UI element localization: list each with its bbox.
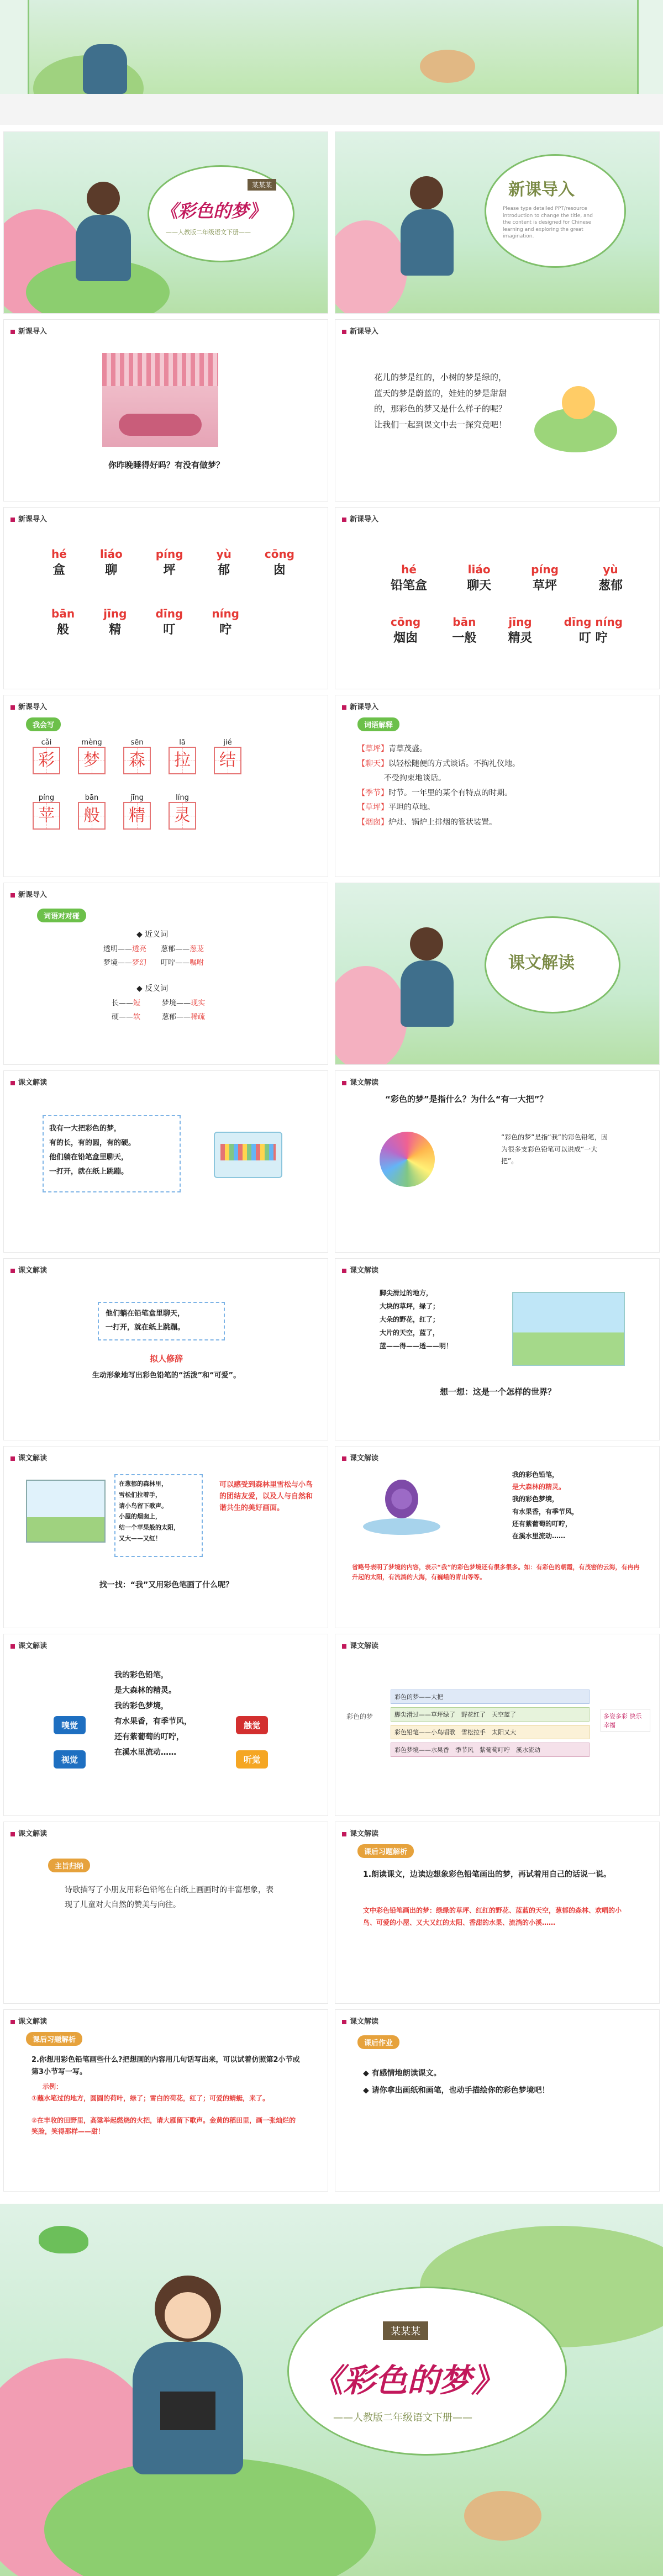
exercise-question: 2.你想用彩色铅笔画些什么?把想画的内容用几句话写出来，可以试着仿照第2小节或第3小节写一写。 <box>31 2056 300 2077</box>
slide-header: 课文解读 <box>10 1076 47 1087</box>
explain-item: 不受拘束地谈话。 <box>384 774 446 783</box>
explain-item: 【草坪】平坦的草地。 <box>357 803 435 812</box>
question-caption: 你昨晚睡得好吗？有没有做梦？ <box>108 460 224 470</box>
word-caoping: píng 草坪 <box>531 563 559 593</box>
explain-pill: 词语解释 <box>357 717 399 731</box>
homework-pill: 课后作业 <box>357 2035 399 2049</box>
slide-pinyin-chars <box>3 507 328 689</box>
char-yu: yù 郁 <box>216 547 231 577</box>
homework-list <box>363 2065 634 2099</box>
author-badge: 某某某 <box>248 179 276 191</box>
slide-header: 课文解读 <box>10 2015 47 2026</box>
tag-sight: 视觉 <box>54 1750 86 1769</box>
slide-personification <box>3 1258 328 1440</box>
explain-item: 【草坪】青草茂盛。 <box>357 745 427 753</box>
slide-header: 新课导入 <box>342 325 378 336</box>
author-badge: 某某某 <box>383 2321 428 2340</box>
slide-dream-question <box>3 319 328 502</box>
girl-illustration <box>77 11 127 94</box>
section-note: Please type detailed PPT/resource introduction to change the title, and the content is designed for Chinese learning and exploring the great imagination. <box>503 206 593 240</box>
slide-poem-1 <box>3 1070 328 1253</box>
poem-box: 他们躺在铅笔盒里聊天， 一打开，就在纸上跳蹦。 <box>98 1302 225 1340</box>
slide-exercise-1 <box>335 1822 660 2004</box>
char-ping: píng 坪 <box>155 547 183 577</box>
slide-header: 课文解读 <box>342 1640 378 1650</box>
grid-char-la: lā 拉 <box>164 738 201 774</box>
slide-reading-title <box>335 883 660 1065</box>
poem-note: 可以感受到森林里雪松与小鸟的团结友爱，以及人与自然和谐共生的美好画面。 <box>219 1481 313 1512</box>
exercise-pill: 课后习题解析 <box>26 2032 82 2046</box>
ellipsis-note: 省略号表明了梦境的内容，表示“我”的彩色梦境还有很多很多。如：有彩色的朝霞，有茂密的云海，有冉冉升起的太阳，有流淌的大海，有巍峨的青山等等。 <box>352 1564 640 1581</box>
char-row-1 <box>51 547 294 578</box>
slide-poem-question <box>335 1070 660 1253</box>
tag-touch: 触觉 <box>236 1716 268 1734</box>
slide-writing <box>3 695 328 877</box>
slide-cover <box>3 131 328 314</box>
slide-header: 新课导入 <box>10 513 47 524</box>
end-title: 《彩色的梦》 <box>311 2362 504 2399</box>
girl-illustration <box>396 927 457 1038</box>
char-cong: cōng 囱 <box>264 547 294 577</box>
slide-header: 课文解读 <box>342 1264 378 1275</box>
synonym-title: ◆ 近义词 <box>136 930 169 939</box>
title-card <box>485 154 626 268</box>
explain-list <box>357 742 634 830</box>
bird-illustration <box>39 2226 88 2253</box>
char-ning: níng 咛 <box>212 607 239 637</box>
grid-char-jie: jié 结 <box>209 738 246 774</box>
word-qianbihe: hé 铅笔盒 <box>391 563 428 593</box>
slide-header: 课文解读 <box>342 1828 378 1838</box>
theme-pill: 主旨归纳 <box>48 1859 90 1872</box>
slide-header: 课文解读 <box>10 1640 47 1650</box>
word-jingling: jīng 精灵 <box>508 615 533 645</box>
word-row-1 <box>391 563 623 593</box>
char-ding: dīng 叮 <box>155 607 183 637</box>
grid-char-sen: sēn 森 <box>119 738 155 774</box>
sleeping-girl-image <box>102 353 218 447</box>
title-card <box>148 165 294 262</box>
slide-word-pairs <box>3 883 328 1065</box>
end-subtitle: ——人教版二年级语文下册—— <box>333 2412 472 2424</box>
slide-poem-4 <box>335 1446 660 1628</box>
rabbit-illustration <box>464 2491 541 2541</box>
theme-text: 诗歌描写了小朋友用彩色铅笔在白纸上画画时的丰富想象，表现了儿童对大自然的赞美与向往。 <box>65 1886 273 1909</box>
slide-homework <box>335 2009 660 2192</box>
map-summary: 多姿多彩 快乐幸福 <box>601 1709 650 1732</box>
grid-char-ban: bān 般 <box>73 794 110 830</box>
word-yancong: cōng 烟囱 <box>391 615 421 645</box>
char-ban: bān 般 <box>51 607 75 637</box>
slide-poem-2 <box>335 1258 660 1440</box>
explain-item: 【烟囱】炉灶、锅炉上排烟的管状装置。 <box>357 817 497 827</box>
word-yiban: bān 一般 <box>452 615 477 645</box>
writing-pill: 我会写 <box>26 717 61 731</box>
slide-intro-text <box>335 319 660 502</box>
pencils-image <box>369 1126 451 1198</box>
slide-header: 新课导入 <box>10 701 47 711</box>
explain-item: 【聊天】以轻松随便的方式谈话。不拘礼仪地。 <box>357 759 520 768</box>
book-icon <box>160 2392 215 2430</box>
slide-structure-map <box>335 1634 660 1816</box>
word-congyu: yù 葱郁 <box>598 563 623 593</box>
slide-end-cover <box>0 2204 663 2576</box>
poem-box: 我有一大把彩色的梦， 有的长，有的圆，有的硬。 他们躺在铅笔盒里聊天， 一打开，就在纸上跳蹦。 <box>43 1115 181 1192</box>
intro-paragraph: 花儿的梦是红的，小树的梦是绿的，蓝天的梦是蔚蓝的，娃娃的梦是甜甜的，那彩色的梦又是什么样子的呢？让我们一起到课文中去一探究竟吧！ <box>374 372 507 430</box>
map-center: 彩色的梦 <box>346 1713 373 1720</box>
slide-header: 新课导入 <box>342 513 378 524</box>
char-jing: jīng 精 <box>103 607 127 637</box>
writing-row-2 <box>28 794 201 830</box>
slide-poem-3 <box>3 1446 328 1628</box>
girl-illustration <box>70 182 136 292</box>
slide-theme <box>3 1822 328 2004</box>
title-card <box>485 916 620 1013</box>
grid-char-cai: cǎi 彩 <box>28 738 65 774</box>
homework-item: ◆ 请你拿出画纸和画笔，也动手描绘你的彩色梦境吧！ <box>363 2086 550 2095</box>
slide-header: 课文解读 <box>10 1452 47 1463</box>
homework-item: ◆ 有感情地朗读课文。 <box>363 2069 441 2078</box>
slide-senses <box>3 1634 328 1816</box>
tag-hearing: 听觉 <box>236 1750 268 1769</box>
grid-char-ling: líng 灵 <box>164 794 201 830</box>
children-airplane-image <box>529 375 623 452</box>
map-rows: 彩色的梦——大把 脚尖滑过——草坪绿了 野花红了 天空蓝了 彩色铅笔——小鸟唱歌 雪松拉手 太阳又大 彩色梦境——水果香 季节风 紫葡萄叮咛 溪水流动 <box>391 1690 590 1757</box>
section-title: 新课导入 <box>508 180 575 199</box>
rhetoric-tip: 生动形象地写出彩色铅笔的“活泼”和“可爱”。 <box>92 1371 241 1380</box>
example-2: ②在丰收的田野里，高粱举起燃烧的火把，请大雁留下歌声。金黄的稻田里，画一张灿烂的笑脸，笑得那样——甜！ <box>31 2116 296 2136</box>
synonym-list: 透明——透亮 葱郁——葱茏 梦境——梦幻 叮咛——嘱咐 <box>103 945 204 967</box>
title-card <box>287 2287 567 2456</box>
cover-title: 《彩色的梦》 <box>160 200 267 221</box>
meadow-drawing-image <box>512 1292 625 1366</box>
rhetoric-label: 拟人修辞 <box>149 1354 183 1364</box>
slide-pinyin-words <box>335 507 660 689</box>
grid-char-ping: píng 苹 <box>28 794 65 830</box>
poem-lines: 我的彩色铅笔， 是大森林的精灵。 我的彩色梦境， 有水果香，有季节风， 还有紫葡萄的叮咛， 在溪水里流动…… <box>512 1471 579 1540</box>
pairs-pill: 词语对对碰 <box>37 909 86 922</box>
char-liao: liáo 聊 <box>99 547 123 577</box>
char-he: hé 盒 <box>51 547 67 577</box>
poem-lines: 脚尖滑过的地方， 大块的草坪，绿了； 大朵的野花，红了； 大片的天空，蓝了， 蓝——得——透——明！ <box>380 1289 453 1350</box>
word-row-2 <box>391 615 623 646</box>
slide-header: 新课导入 <box>10 889 47 899</box>
grid-char-meng: mèng 梦 <box>73 738 110 774</box>
cover-slide-top <box>0 0 663 125</box>
char-row-2 <box>51 607 239 637</box>
cover-subtitle: ——人教版二年级语文下册—— <box>166 229 251 236</box>
tag-smell: 嗅觉 <box>54 1716 86 1734</box>
word-dingning: dīng níng 叮 咛 <box>564 615 623 645</box>
grid-char-jing: jīng 精 <box>119 794 155 830</box>
slide-header: 新课导入 <box>342 701 378 711</box>
answer-text: “彩色的梦”是指“我”的彩色铅笔，因为很多支彩色铅笔可以说成“一大把”。 <box>501 1133 608 1165</box>
find-question: 找一找：“我”又用彩色笔画了什么呢？ <box>99 1581 234 1590</box>
poem-lines: 我的彩色铅笔， 是大森林的精灵。 我的彩色梦境， 有水果香，有季节风， 还有紫葡萄的叮咛， 在溪水里流动…… <box>114 1671 192 1757</box>
slide-header: 课文解读 <box>342 2015 378 2026</box>
girl-illustration <box>122 2276 254 2508</box>
slide-header: 课文解读 <box>342 1452 378 1463</box>
pencil-box-image <box>214 1132 282 1178</box>
slide-intro-title <box>335 131 660 314</box>
think-question: 想一想：这是一个怎样的世界？ <box>439 1387 556 1397</box>
slide-header: 课文解读 <box>10 1264 47 1275</box>
rabbit-illustration <box>420 50 475 83</box>
poem-box: 在葱郁的森林里， 雪松们拉着手， 请小鸟留下歌声。 小屋的烟囱上， 结一个苹果般的太阳， 又大——又红！ <box>114 1474 203 1557</box>
slide-header: 课文解读 <box>10 1828 47 1838</box>
house-drawing-image <box>26 1480 106 1543</box>
grapes-image <box>363 1474 440 1535</box>
example-1: ①蘸水笔过的地方，圆圆的荷叶，绿了；雪白的荷花，红了；可爱的蜻蜓，来了。 <box>31 2094 270 2102</box>
word-liaotian: liáo 聊天 <box>467 563 492 593</box>
slide-word-explain <box>335 695 660 877</box>
exercise-question: 1.朗读课文，边读边想象彩色铅笔画出的梦，再试着用自己的话说一说。 <box>363 1870 612 1879</box>
exercise-pill: 课后习题解析 <box>357 1844 414 1858</box>
exercise-answer: 文中彩色铅笔画出的梦：绿绿的草坪、红红的野花、蓝蓝的天空，葱郁的森林、欢唱的小鸟、可爱的小屋、又大又红的太阳、香甜的水果、流淌的小溪…… <box>363 1907 622 1926</box>
slide-header: 课文解读 <box>342 1076 378 1087</box>
antonym-title: ◆ 反义词 <box>136 984 169 993</box>
explain-item: 【季节】时节。一年里的某个有特点的时期。 <box>357 788 512 798</box>
slide-exercise-2 <box>3 2009 328 2192</box>
antonym-list: 长——短 梦境——现实 硬——软 葱郁——稀疏 <box>112 999 206 1021</box>
question-text: “彩色的梦”是指什么？为什么“有一大把”？ <box>385 1094 548 1104</box>
girl-illustration <box>396 176 457 287</box>
section-title: 课文解读 <box>508 953 575 973</box>
writing-row-1 <box>28 738 246 774</box>
example-label: 示例： <box>43 2083 63 2091</box>
slide-header: 新课导入 <box>10 325 47 336</box>
